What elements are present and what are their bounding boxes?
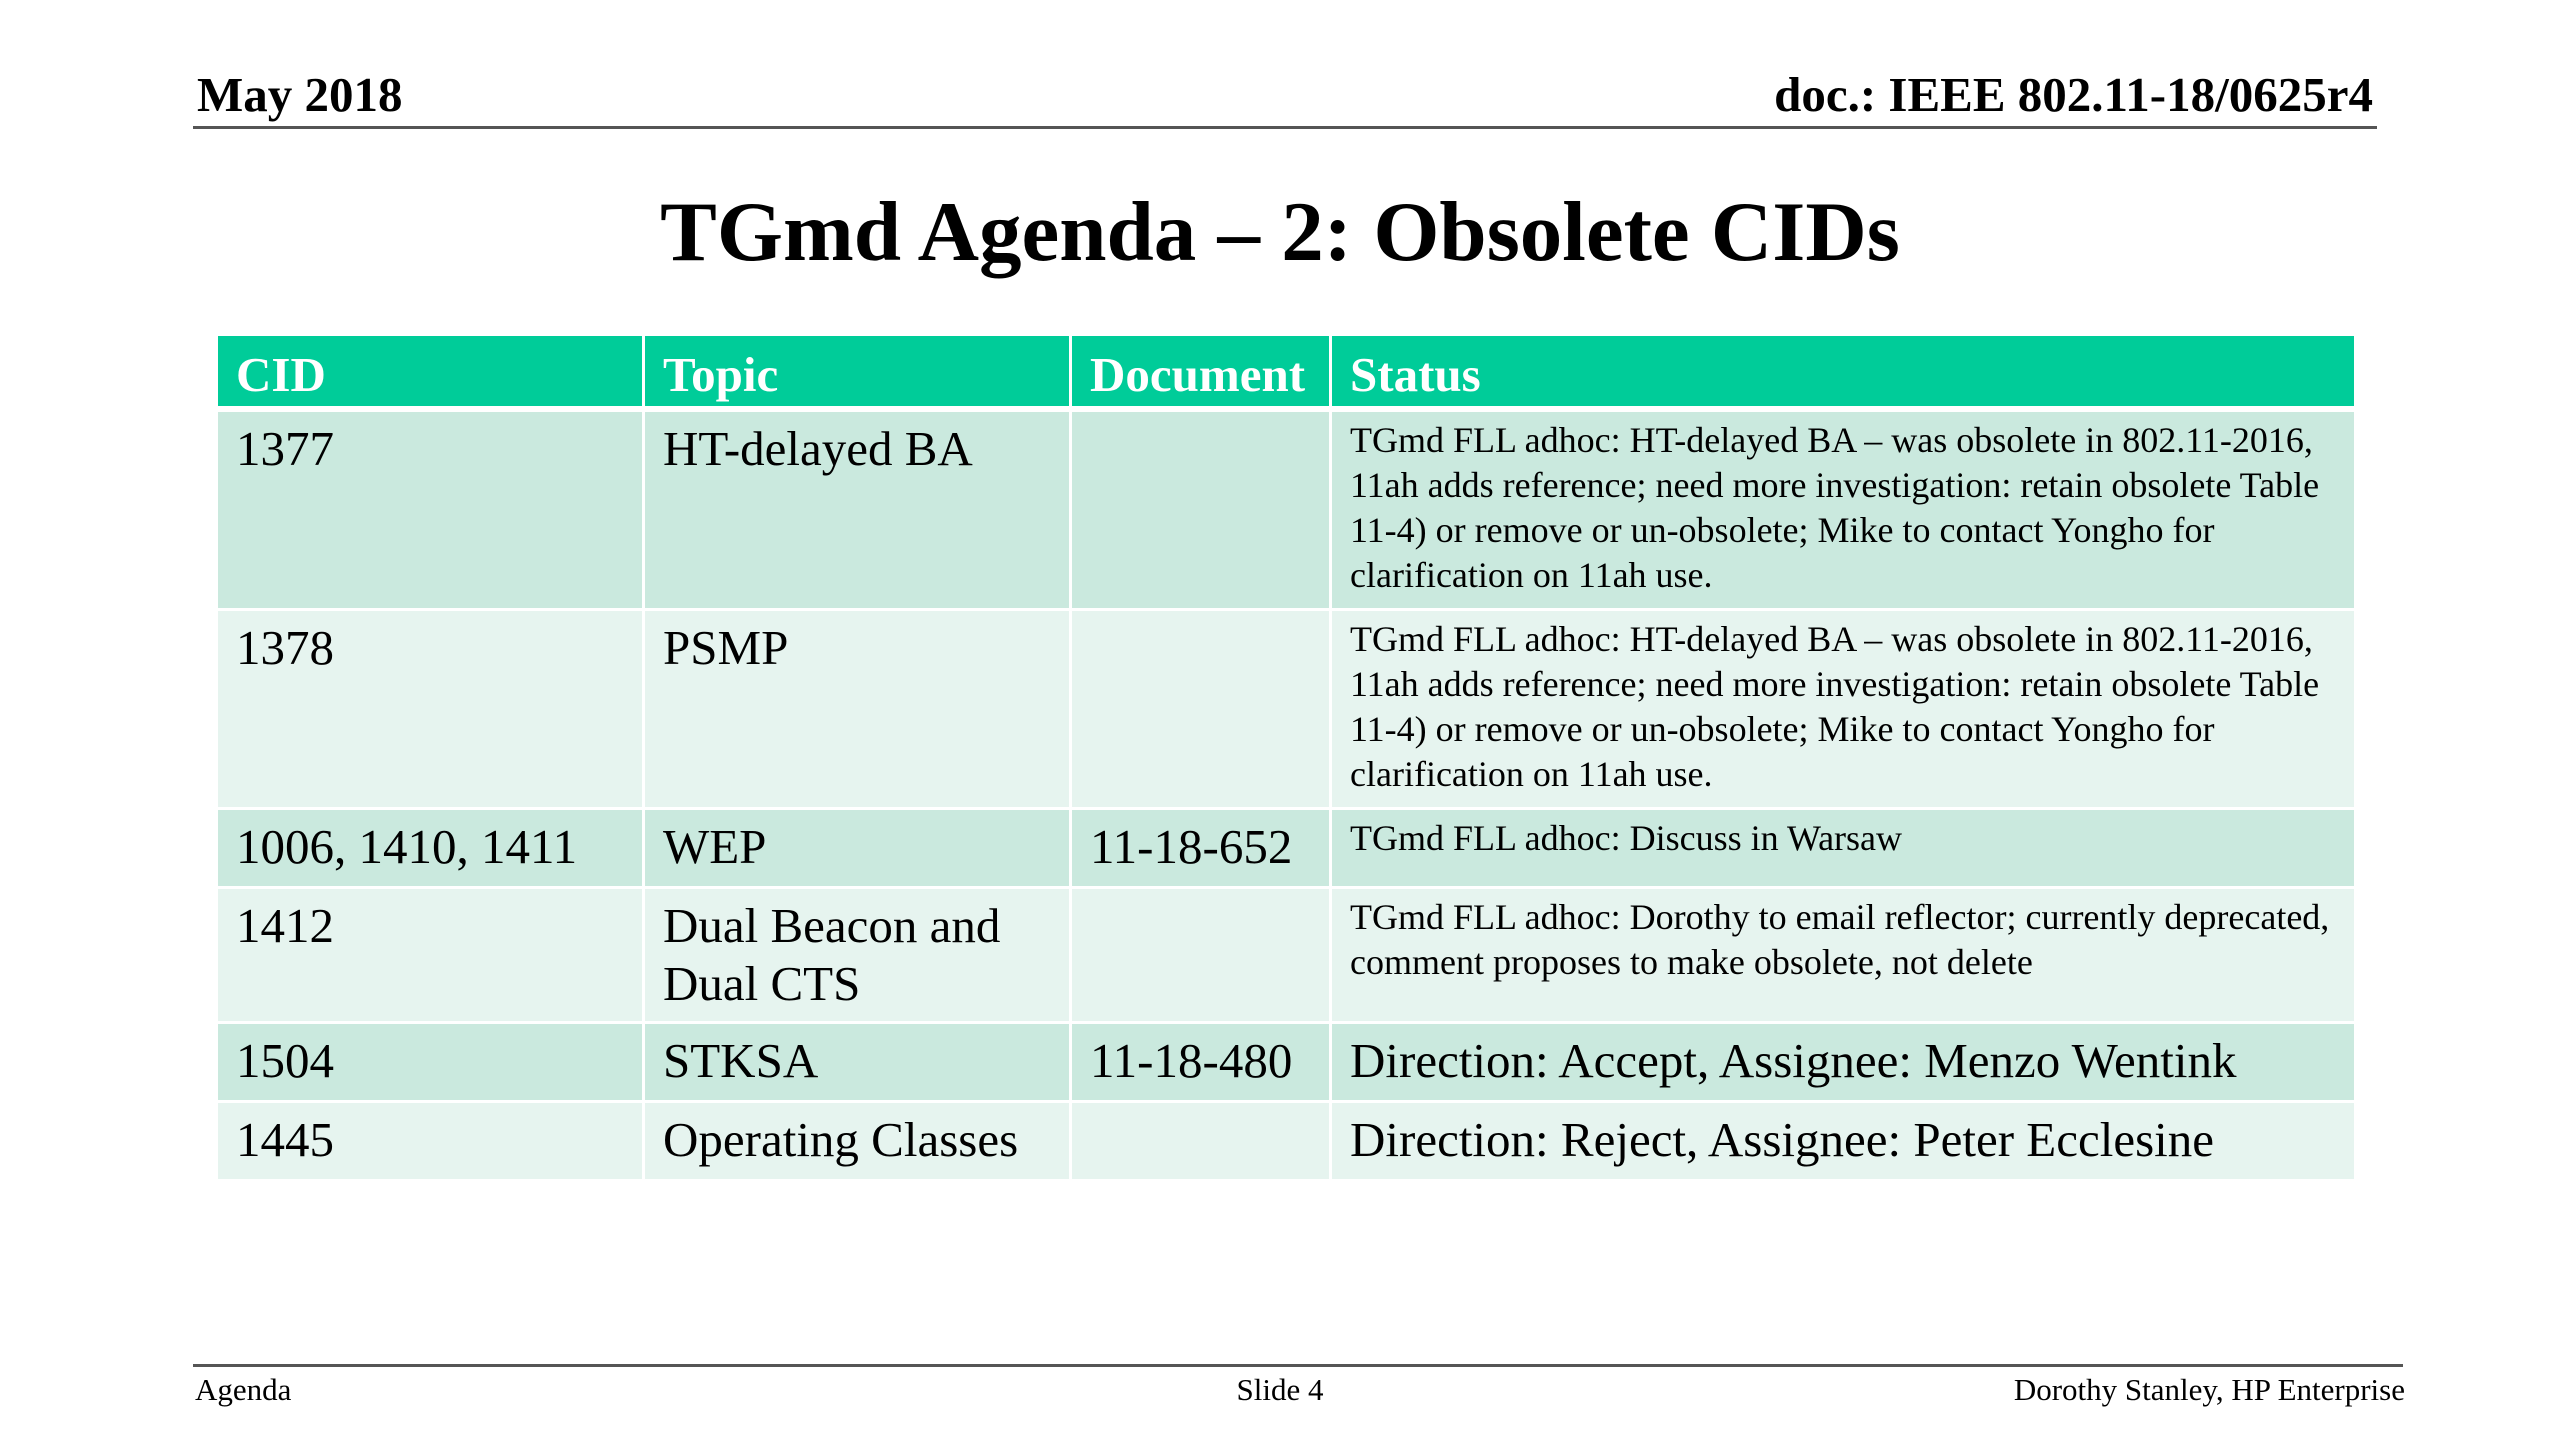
status-cell: TGmd FLL adhoc: Discuss in Warsaw	[1332, 810, 2354, 889]
cid-cell: 1377	[218, 412, 645, 611]
document-cell	[1072, 889, 1332, 1024]
header-doc-id: doc.: IEEE 802.11-18/0625r4	[1774, 67, 2373, 122]
document-cell: 11-18-480	[1072, 1024, 1332, 1103]
table-header-row	[218, 336, 2354, 412]
status-cell: TGmd FLL adhoc: HT-delayed BA – was obsolete in 802.11-2016, 11ah adds reference; need more investigation: retain obsolete Table 11-4) or remove or un-obsolete; Mike to contact Yongho for clarification on 11ah use.	[1332, 412, 2354, 611]
topic-cell: STKSA	[645, 1024, 1072, 1103]
header-rule	[193, 126, 2377, 129]
cid-cell: 1378	[218, 611, 645, 810]
cid-cell: 1445	[218, 1103, 645, 1182]
topic-cell: Dual Beacon and Dual CTS	[645, 889, 1072, 1024]
status-cell: TGmd FLL adhoc: HT-delayed BA – was obsolete in 802.11-2016, 11ah adds reference; need more investigation: retain obsolete Table 11-4) or remove or un-obsolete; Mike to contact Yongho for clarification on 11ah use.	[1332, 611, 2354, 810]
table-row	[218, 889, 2354, 1024]
column-header-document: Document	[1072, 336, 1332, 412]
document-cell: 11-18-652	[1072, 810, 1332, 889]
cid-cell: 1504	[218, 1024, 645, 1103]
footer-author: Dorothy Stanley, HP Enterprise	[2013, 1372, 2405, 1407]
cid-cell: 1412	[218, 889, 645, 1024]
topic-cell: WEP	[645, 810, 1072, 889]
document-cell	[1072, 1103, 1332, 1182]
footer-slide-number: Slide 4	[1236, 1372, 1324, 1407]
status-cell: TGmd FLL adhoc: Dorothy to email reflector; currently deprecated, comment proposes to make obsolete, not delete	[1332, 889, 2354, 1024]
footer-section: Agenda	[195, 1372, 292, 1407]
status-cell: Direction: Accept, Assignee: Menzo Wentink	[1332, 1024, 2354, 1103]
document-cell	[1072, 611, 1332, 810]
footer-rule	[193, 1364, 2403, 1367]
column-header-cid: CID	[218, 336, 645, 412]
topic-cell: HT-delayed BA	[645, 412, 1072, 611]
cid-cell: 1006, 1410, 1411	[218, 810, 645, 889]
document-cell	[1072, 412, 1332, 611]
table-row	[218, 1024, 2354, 1103]
table-row	[218, 412, 2354, 611]
column-header-topic: Topic	[645, 336, 1072, 412]
slide-title: TGmd Agenda – 2: Obsolete CIDs	[660, 185, 1900, 279]
table-row	[218, 1103, 2354, 1182]
column-header-status: Status	[1332, 336, 2354, 412]
topic-cell: PSMP	[645, 611, 1072, 810]
table-row	[218, 611, 2354, 810]
header-date: May 2018	[197, 67, 403, 122]
table-row	[218, 810, 2354, 889]
topic-cell: Operating Classes	[645, 1103, 1072, 1182]
cid-table	[218, 336, 2354, 1182]
status-cell: Direction: Reject, Assignee: Peter Ecclesine	[1332, 1103, 2354, 1182]
